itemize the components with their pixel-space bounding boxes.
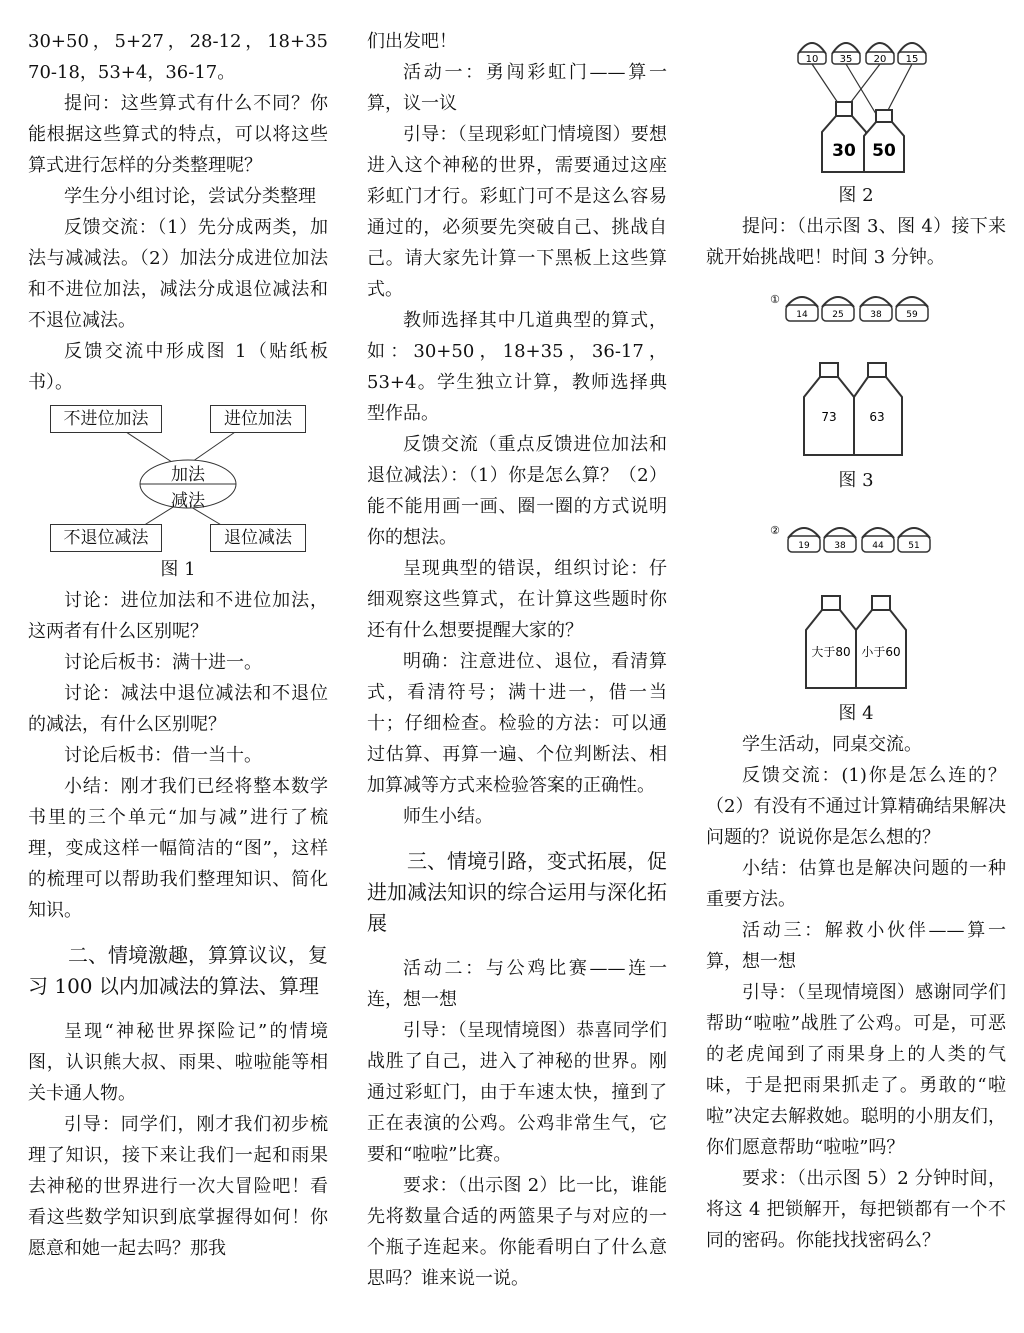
label-borrow-subtraction: 退位减法	[210, 524, 306, 552]
paragraph: 活动一：勇闯彩虹门——算一算，议一议	[367, 62, 667, 114]
label-non-borrow-subtraction: 不退位减法	[50, 524, 162, 552]
column-3	[706, 26, 1006, 1256]
paragraph: 活动二：与公鸡比赛——连一连，想一想	[367, 958, 667, 1010]
basket-label: 38	[870, 310, 882, 320]
basket-label: 10	[805, 54, 819, 65]
section-heading: 二、情境激趣，算算议议，复习 100 以内加减法的算法、算理	[28, 943, 328, 998]
paragraph: 学生分小组讨论，尝试分类整理	[64, 186, 316, 207]
basket-label: 51	[908, 541, 920, 551]
bottle-label: 63	[869, 410, 885, 424]
paragraph: 要求：（出示图 5）2 分钟时间，将这 4 把锁解开，每把锁都有一个不同的密码。你能找找密码么？	[706, 1168, 1006, 1251]
paragraph: 教师选择其中几道典型的算式， 如：30+50，18+35，36-17，53+4。学生独立计算，教师选择典型作品。	[367, 310, 667, 424]
figure-4-baskets-bottles	[706, 512, 1006, 694]
bottle-label: 大于80	[811, 645, 851, 659]
paragraph: 提问：这些算式有什么不同？你能根据这些算式的特点，可以将这些算式进行怎样的分类整理呢？	[28, 93, 328, 176]
bottle	[804, 363, 854, 455]
bottle-label: 50	[872, 141, 896, 161]
paragraph: 要求：（出示图 2）比一比，谁能先将数量合适的两篮果子与对应的一个瓶子连起来。你能看明白了什么意思吗？谁来说一说。	[367, 1175, 667, 1289]
label-addition: 加法	[171, 465, 205, 485]
paragraph: 师生小结。	[403, 806, 493, 827]
section-heading: 三、情境引路，变式拓展，促进加减法知识的综合运用与深化拓展	[367, 849, 667, 935]
bottle-label: 73	[821, 410, 837, 424]
figure-caption: 图 4	[838, 703, 874, 724]
basket	[896, 297, 928, 321]
basket	[822, 297, 854, 321]
paragraph: 学生活动，同桌交流。	[742, 734, 922, 755]
paragraph: 引导：（呈现情境图）恭喜同学们战胜了自己，进入了神秘的世界。刚通过彩虹门，由于车速太快，撞到了正在表演的公鸡。公鸡非常生气，它要和“啦啦”比赛。	[367, 1020, 667, 1165]
basket	[824, 528, 856, 552]
basket-label: 59	[906, 310, 918, 320]
bottle	[806, 596, 856, 688]
figure-2-baskets-bottles	[706, 26, 1006, 176]
basket	[860, 297, 892, 321]
paragraph: 30+50，5+27，28-12，18+35 70-18，53+4，36-17。	[28, 31, 328, 83]
figure-1-classification-diagram	[28, 404, 328, 554]
basket	[866, 43, 894, 65]
basket-label: 25	[832, 310, 844, 320]
basket	[788, 528, 820, 552]
paragraph: 反馈交流（重点反馈进位加法和退位减法）：（1）你是怎么算？（2）能不能用画一画、圈一圈的方式说明你的想法。	[367, 434, 667, 548]
basket-label: 44	[872, 541, 884, 551]
basket	[862, 528, 894, 552]
paragraph: 呈现典型的错误，组织讨论：仔细观察这些算式，在计算这些题时你还有什么想要提醒大家的？	[367, 558, 667, 641]
basket	[898, 528, 930, 552]
paragraph: 讨论后板书：满十进一。	[64, 652, 262, 673]
column-1	[28, 26, 328, 1264]
basket-label: 15	[905, 54, 919, 65]
figure-marker: ①	[770, 293, 780, 306]
figure-marker: ②	[770, 524, 780, 537]
bottle	[856, 596, 906, 688]
figure-caption: 图 2	[838, 185, 874, 206]
bottle	[864, 110, 904, 172]
paragraph: 讨论：进位加法和不进位加法，这两者有什么区别呢？	[28, 590, 328, 642]
bottle-label: 30	[832, 141, 856, 161]
paragraph: 反馈交流：(1)你是怎么连的？（2）有没有不通过计算精确结果解决问题的？说说你是怎么想的？	[706, 765, 1006, 848]
label-subtraction: 减法	[171, 491, 205, 511]
figure-caption: 图 1	[160, 559, 196, 580]
paragraph: 引导：（呈现彩虹门情境图）要想进入这个神秘的世界，需要通过这座彩虹门才行。彩虹门可不是这么容易通过的，必须要先突破自己、挑战自己。请大家先计算一下黑板上这些算式。	[367, 124, 667, 300]
paragraph: 活动三：解救小伙伴——算一算，想一想	[706, 920, 1006, 972]
basket	[798, 43, 826, 65]
basket-label: 20	[873, 54, 887, 65]
paragraph: 引导：同学们，刚才我们初步梳理了知识，接下来让我们一起和雨果去神秘的世界进行一次大冒险吧！看看这些数学知识到底掌握得如何！你愿意和她一起去吗？那我	[28, 1114, 328, 1259]
paragraph: 明确：注意进位、退位，看清算式，看清符号；满十进一，借一当十；仔细检查。检验的方法：可以通过估算、再算一遍、个位判断法、相加算减等方式来检验答案的正确性。	[367, 651, 667, 796]
paragraph: 小结：估算也是解决问题的一种重要方法。	[706, 858, 1006, 910]
basket-label: 19	[798, 541, 810, 551]
paragraph: 小结：刚才我们已经将整本数学书里的三个单元“加与减”进行了梳理，变成这样一幅简洁的“图”，这样的梳理可以帮助我们整理知识、简化知识。	[28, 776, 328, 921]
bottle-label: 小于60	[861, 645, 901, 659]
figure-caption: 图 3	[838, 470, 874, 491]
basket	[898, 43, 926, 65]
bottle	[854, 363, 902, 455]
paragraph: 反馈交流中形成图 1（贴纸板书）。	[28, 341, 328, 393]
basket-label: 38	[834, 541, 846, 551]
column-2	[367, 26, 667, 1294]
paragraph: 讨论：减法中退位减法和不退位的减法，有什么区别呢？	[28, 683, 328, 735]
paragraph: 反馈交流：（1）先分成两类，加法与减减法。（2）加法分成进位加法和不进位加法，减法分成退位减法和不退位减法。	[28, 217, 328, 331]
label-non-carry-addition: 不进位加法	[50, 405, 162, 433]
paragraph: 引导：（呈现情境图）感谢同学们帮助“啦啦”战胜了公鸡。可是，可恶的老虎闻到了雨果身上的人类的气味，于是把雨果抓走了。勇敢的“啦啦”决定去解救她。聪明的小朋友们，你们愿意帮助“啦啦”吗？	[706, 982, 1006, 1158]
label-carry-addition: 进位加法	[210, 405, 306, 433]
basket	[786, 297, 818, 321]
basket-label: 35	[839, 54, 853, 65]
paragraph: 提问：（出示图 3、图 4）接下来就开始挑战吧！时间 3 分钟。	[706, 216, 1006, 268]
figure-3-baskets-bottles	[706, 283, 1006, 461]
basket-label: 14	[796, 310, 808, 320]
basket	[832, 43, 860, 65]
bottle	[822, 102, 866, 172]
paragraph: 讨论后板书：借一当十。	[64, 745, 262, 766]
paragraph: 们出发吧！	[367, 31, 457, 52]
paragraph: 呈现“神秘世界探险记”的情境图，认识熊大叔、雨果、啦啦能等相关卡通人物。	[28, 1021, 328, 1104]
